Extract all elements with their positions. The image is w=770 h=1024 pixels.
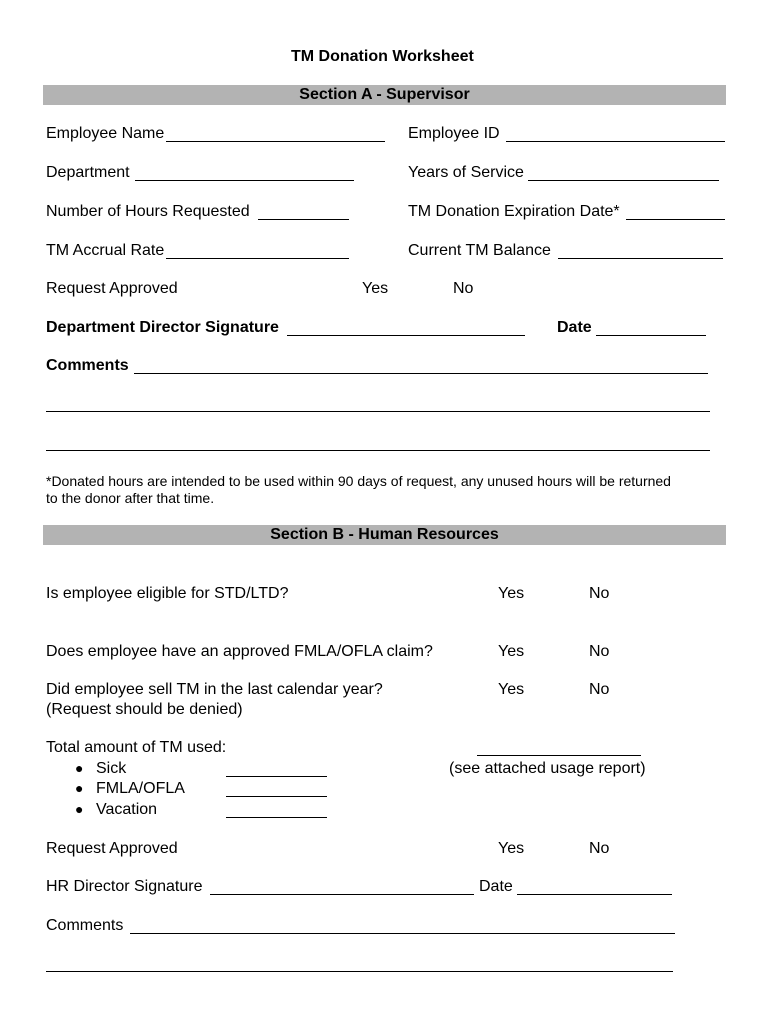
employee-id-field[interactable] (506, 141, 725, 142)
hr-request-approved-label: Request Approved (46, 840, 178, 857)
years-of-service-field[interactable] (528, 180, 719, 181)
section-a-header: Section A - Supervisor (43, 85, 726, 105)
accrual-rate-field[interactable] (166, 258, 349, 259)
section-a-comments-line-1[interactable] (134, 373, 708, 374)
section-a-comments-line-2[interactable] (46, 411, 710, 412)
expiration-date-field[interactable] (626, 219, 725, 220)
std-ltd-yes[interactable]: Yes (498, 585, 525, 602)
tm-used-vacation-label: Vacation (96, 801, 158, 818)
director-signature-label: Department Director Signature (46, 319, 279, 336)
std-ltd-question: Is employee eligible for STD/LTD? (46, 585, 289, 602)
hr-date-field[interactable] (517, 894, 672, 895)
section-a-comments-line-3[interactable] (46, 450, 710, 451)
sell-tm-no[interactable]: No (589, 681, 610, 698)
employee-name-field[interactable] (166, 141, 385, 142)
sell-tm-note: (Request should be denied) (46, 701, 243, 718)
tm-used-fmla-label: FMLA/OFLA (96, 780, 185, 797)
tm-used-fmla-field[interactable] (226, 796, 327, 797)
bullet-icon: ● (75, 780, 84, 796)
employee-name-label: Employee Name (46, 125, 165, 142)
section-b-comments-label: Comments (46, 917, 124, 934)
department-label: Department (46, 164, 130, 181)
request-approved-yes[interactable]: Yes (362, 280, 389, 297)
director-date-field[interactable] (596, 335, 706, 336)
request-approved-label: Request Approved (46, 280, 178, 297)
total-tm-used-label: Total amount of TM used: (46, 739, 227, 756)
hr-signature-field[interactable] (210, 894, 474, 895)
page-title: TM Donation Worksheet (291, 48, 474, 65)
total-tm-used-field[interactable] (477, 755, 641, 756)
current-balance-field[interactable] (558, 258, 723, 259)
section-b-comments-line-2[interactable] (46, 971, 673, 972)
section-b-header: Section B - Human Resources (43, 525, 726, 545)
bullet-icon: ● (75, 801, 84, 817)
fmla-yes[interactable]: Yes (498, 643, 525, 660)
tm-used-sick-field[interactable] (226, 776, 327, 777)
fmla-no[interactable]: No (589, 643, 610, 660)
hr-request-approved-no[interactable]: No (589, 840, 610, 857)
std-ltd-no[interactable]: No (589, 585, 610, 602)
years-of-service-label: Years of Service (408, 164, 524, 181)
sell-tm-question: Did employee sell TM in the last calendar year? (46, 681, 383, 698)
hours-requested-field[interactable] (258, 219, 349, 220)
hr-date-label: Date (479, 878, 513, 895)
expiration-date-label: TM Donation Expiration Date* (408, 203, 620, 220)
sell-tm-yes[interactable]: Yes (498, 681, 525, 698)
director-signature-field[interactable] (287, 335, 525, 336)
accrual-rate-label: TM Accrual Rate (46, 242, 165, 259)
tm-used-sick-label: Sick (96, 760, 127, 777)
section-a-comments-label: Comments (46, 357, 129, 374)
usage-report-note: (see attached usage report) (449, 760, 646, 777)
employee-id-label: Employee ID (408, 125, 500, 142)
request-approved-no[interactable]: No (453, 280, 474, 297)
department-field[interactable] (135, 180, 354, 181)
hours-requested-label: Number of Hours Requested (46, 203, 250, 220)
donation-note-line-2: to the donor after that time. (46, 490, 215, 506)
fmla-question: Does employee have an approved FMLA/OFLA claim? (46, 643, 433, 660)
tm-used-vacation-field[interactable] (226, 817, 327, 818)
donation-note-line-1: *Donated hours are intended to be used within 90 days of request, any unused hours will be returned (46, 473, 671, 489)
section-b-comments-line-1[interactable] (130, 933, 675, 934)
director-date-label: Date (557, 319, 592, 336)
hr-signature-label: HR Director Signature (46, 878, 203, 895)
hr-request-approved-yes[interactable]: Yes (498, 840, 525, 857)
current-balance-label: Current TM Balance (408, 242, 551, 259)
bullet-icon: ● (75, 760, 84, 776)
